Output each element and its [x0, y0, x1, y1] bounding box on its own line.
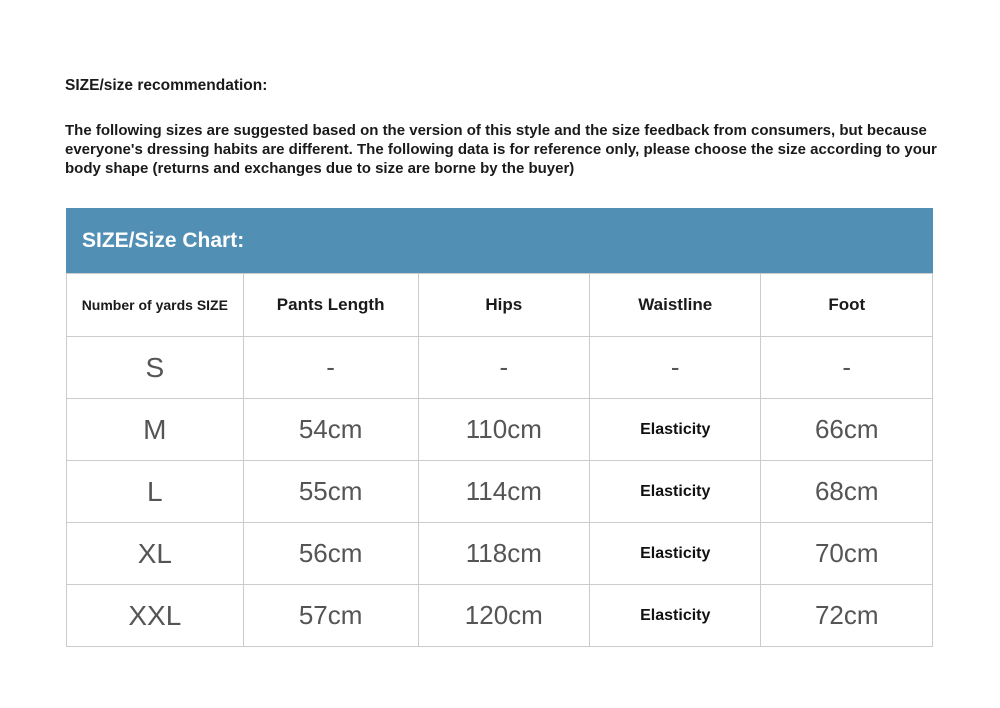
column-header: Hips	[418, 274, 589, 337]
column-header: Pants Length	[243, 274, 418, 337]
column-header: Waistline	[590, 274, 761, 337]
size-recommendation-title: SIZE/size recommendation:	[65, 77, 268, 94]
measurement-cell: -	[418, 337, 589, 399]
measurement-cell: 114cm	[418, 461, 589, 523]
measurement-cell: 56cm	[243, 523, 418, 585]
elasticity-cell: Elasticity	[590, 523, 761, 585]
measurement-cell: 118cm	[418, 523, 589, 585]
size-label: XL	[67, 523, 244, 585]
size-row-XXL	[67, 585, 933, 647]
measurement-cell: 120cm	[418, 585, 589, 647]
measurement-cell: 110cm	[418, 399, 589, 461]
elasticity-cell: Elasticity	[590, 585, 761, 647]
measurement-cell: 54cm	[243, 399, 418, 461]
elasticity-cell: Elasticity	[590, 461, 761, 523]
size-label: M	[67, 399, 244, 461]
measurement-cell: 55cm	[243, 461, 418, 523]
measurement-cell: -	[590, 337, 761, 399]
size-disclaimer-paragraph: The following sizes are suggested based on the version of this style and the size feedback from consumers, but because everyone's dressing habits are different. The following data is for reference only, please choose the size according to your body shape (returns and exchanges due to size are borne by the buyer)	[65, 122, 937, 177]
measurement-cell: 57cm	[243, 585, 418, 647]
column-header: Number of yards SIZE	[67, 274, 244, 337]
size-chart	[66, 208, 933, 647]
elasticity-cell: Elasticity	[590, 399, 761, 461]
measurement-cell: 68cm	[761, 461, 933, 523]
size-row-M	[67, 399, 933, 461]
size-row-S	[67, 337, 933, 399]
size-chart-title-bar	[66, 208, 933, 273]
size-chart-table	[66, 273, 933, 647]
size-row-L	[67, 461, 933, 523]
measurement-cell: 66cm	[761, 399, 933, 461]
table-header-row	[67, 274, 933, 337]
measurement-cell: -	[243, 337, 418, 399]
measurement-cell: 72cm	[761, 585, 933, 647]
size-label: S	[67, 337, 244, 399]
size-row-XL	[67, 523, 933, 585]
size-chart-title: SIZE/Size Chart:	[82, 228, 245, 252]
measurement-cell: -	[761, 337, 933, 399]
column-header: Foot	[761, 274, 933, 337]
size-label: L	[67, 461, 244, 523]
size-label: XXL	[67, 585, 244, 647]
measurement-cell: 70cm	[761, 523, 933, 585]
